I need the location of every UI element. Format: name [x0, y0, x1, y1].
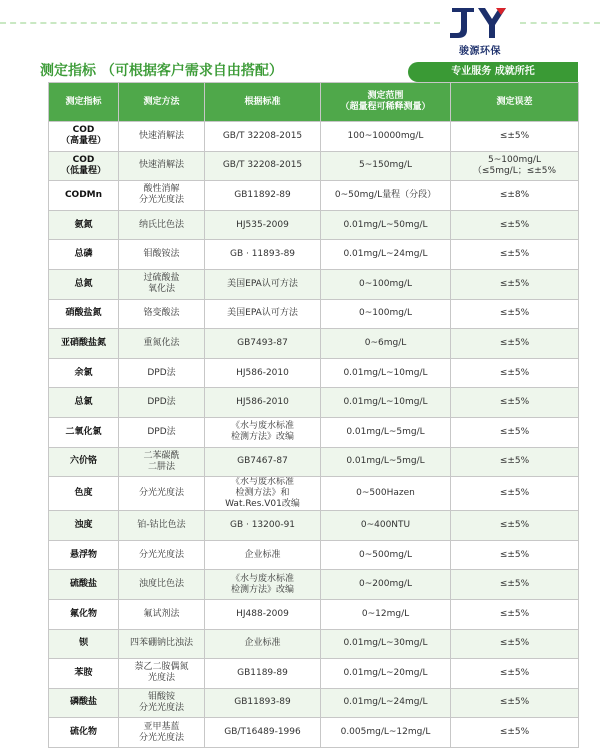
method-cell: 快速消解法: [119, 122, 205, 152]
table-row: [49, 329, 579, 359]
spec-table-wrap: [48, 82, 578, 748]
method-cell: 氟试剂法: [119, 599, 205, 629]
error-cell: ≤±5%: [451, 122, 579, 152]
top-dashed-line: [0, 22, 440, 24]
indicator-cell: 硝酸盐氮: [49, 299, 119, 329]
standard-cell: GB/T 32208-2015: [205, 122, 321, 152]
method-cell: 二苯碳酰 二肼法: [119, 447, 205, 477]
indicator-cell: 苯胺: [49, 659, 119, 689]
range-cell: 0~500Hazen: [321, 477, 451, 511]
standard-cell: HJ586-2010: [205, 358, 321, 388]
indicator-cell: 余氯: [49, 358, 119, 388]
indicator-cell: 亚硝酸盐氮: [49, 329, 119, 359]
table-row: [49, 240, 579, 270]
standard-cell: 《水与废水标准 检测方法》和 Wat.Res.V01改编: [205, 477, 321, 511]
indicator-cell: 氟化物: [49, 599, 119, 629]
range-cell: 0.01mg/L~10mg/L: [321, 358, 451, 388]
method-cell: 重氮化法: [119, 329, 205, 359]
indicator-cell: 总氮: [49, 269, 119, 299]
table-row: [49, 599, 579, 629]
header-error: 测定误差: [451, 83, 579, 122]
table-row: [49, 151, 579, 181]
error-cell: ≤±8%: [451, 181, 579, 211]
table-row: [49, 688, 579, 718]
standard-cell: 企业标准: [205, 540, 321, 570]
method-cell: 钼酸铵 分光光度法: [119, 688, 205, 718]
range-cell: 5~150mg/L: [321, 151, 451, 181]
standard-cell: 美国EPA认可方法: [205, 299, 321, 329]
indicator-cell: COD （低量程）: [49, 151, 119, 181]
standard-cell: 企业标准: [205, 629, 321, 659]
range-cell: 0~50mg/L量程（分段）: [321, 181, 451, 211]
error-cell: ≤±5%: [451, 570, 579, 600]
method-cell: 铂-钴比色法: [119, 511, 205, 541]
method-cell: DPD法: [119, 358, 205, 388]
standard-cell: GB/T16489-1996: [205, 718, 321, 748]
standard-cell: GB/T 32208-2015: [205, 151, 321, 181]
range-cell: 0.01mg/L~30mg/L: [321, 629, 451, 659]
header-indicator: 测定指标: [49, 83, 119, 122]
indicator-cell: 钡: [49, 629, 119, 659]
method-cell: 纳氏比色法: [119, 210, 205, 240]
range-cell: 0~6mg/L: [321, 329, 451, 359]
range-cell: 0.01mg/L~24mg/L: [321, 688, 451, 718]
error-cell: ≤±5%: [451, 388, 579, 418]
error-cell: ≤±5%: [451, 299, 579, 329]
table-row: [49, 718, 579, 748]
brand-logo: [442, 6, 518, 58]
error-cell: ≤±5%: [451, 210, 579, 240]
brand-name: 骏源环保: [459, 46, 501, 57]
method-cell: 四苯硼钠比浊法: [119, 629, 205, 659]
range-cell: 0.01mg/L~20mg/L: [321, 659, 451, 689]
range-cell: 0.01mg/L~5mg/L: [321, 417, 451, 447]
range-cell: 0.01mg/L~50mg/L: [321, 210, 451, 240]
error-cell: ≤±5%: [451, 599, 579, 629]
method-cell: DPD法: [119, 417, 205, 447]
table-row: [49, 269, 579, 299]
indicator-cell: 悬浮物: [49, 540, 119, 570]
header-method: 测定方法: [119, 83, 205, 122]
jy-logo-icon: [448, 6, 510, 40]
table-row: [49, 511, 579, 541]
indicator-cell: 二氧化氯: [49, 417, 119, 447]
error-cell: ≤±5%: [451, 417, 579, 447]
table-row: [49, 477, 579, 511]
header-range: 测定范围 （超量程可稀释测量）: [321, 83, 451, 122]
range-cell: 0~500mg/L: [321, 540, 451, 570]
range-cell: 0~400NTU: [321, 511, 451, 541]
standard-cell: 《水与废水标准 检测方法》改编: [205, 417, 321, 447]
range-cell: 0.01mg/L~5mg/L: [321, 447, 451, 477]
header-row: [0, 60, 600, 82]
table-row: [49, 181, 579, 211]
standard-cell: GB11893-89: [205, 688, 321, 718]
table-row: [49, 122, 579, 152]
method-cell: 浊度比色法: [119, 570, 205, 600]
error-cell: ≤±5%: [451, 718, 579, 748]
indicator-cell: 硫化物: [49, 718, 119, 748]
error-cell: ≤±5%: [451, 659, 579, 689]
standard-cell: GB1189-89: [205, 659, 321, 689]
standard-cell: HJ488-2009: [205, 599, 321, 629]
table-row: [49, 570, 579, 600]
error-cell: ≤±5%: [451, 358, 579, 388]
error-cell: ≤±5%: [451, 447, 579, 477]
table-row: [49, 388, 579, 418]
indicator-cell: COD （高量程）: [49, 122, 119, 152]
header-standard: 根据标准: [205, 83, 321, 122]
method-cell: 过硫酸盐 氧化法: [119, 269, 205, 299]
range-cell: 0.005mg/L~12mg/L: [321, 718, 451, 748]
method-cell: 快速消解法: [119, 151, 205, 181]
method-cell: DPD法: [119, 388, 205, 418]
indicator-cell: 总磷: [49, 240, 119, 270]
standard-cell: 《水与废水标准 检测方法》改编: [205, 570, 321, 600]
error-cell: ≤±5%: [451, 688, 579, 718]
indicator-cell: 六价铬: [49, 447, 119, 477]
range-cell: 0~200mg/L: [321, 570, 451, 600]
error-cell: ≤±5%: [451, 477, 579, 511]
table-row: [49, 417, 579, 447]
indicator-cell: 氨氮: [49, 210, 119, 240]
range-cell: 0~100mg/L: [321, 269, 451, 299]
page-title: 测定指标 （可根据客户需求自由搭配）: [40, 63, 283, 79]
error-cell: ≤±5%: [451, 329, 579, 359]
error-cell: ≤±5%: [451, 269, 579, 299]
error-cell: ≤±5%: [451, 629, 579, 659]
table-row: [49, 629, 579, 659]
range-cell: 0.01mg/L~10mg/L: [321, 388, 451, 418]
indicator-cell: 硫酸盐: [49, 570, 119, 600]
method-cell: 酸性消解 分光光度法: [119, 181, 205, 211]
method-cell: 分光光度法: [119, 477, 205, 511]
range-cell: 0~100mg/L: [321, 299, 451, 329]
table-row: [49, 299, 579, 329]
standard-cell: 美国EPA认可方法: [205, 269, 321, 299]
table-row: [49, 210, 579, 240]
indicator-cell: 总氯: [49, 388, 119, 418]
table-header-row: [49, 83, 579, 122]
error-cell: 5~100mg/L （≤5mg/L；≤±5%: [451, 151, 579, 181]
spec-table: [48, 82, 579, 748]
table-body: [49, 122, 579, 748]
range-cell: 0.01mg/L~24mg/L: [321, 240, 451, 270]
method-cell: 萘乙二胺偶氮 光度法: [119, 659, 205, 689]
standard-cell: GB · 13200-91: [205, 511, 321, 541]
indicator-cell: 磷酸盐: [49, 688, 119, 718]
method-cell: 铬变酸法: [119, 299, 205, 329]
table-row: [49, 659, 579, 689]
indicator-cell: CODMn: [49, 181, 119, 211]
error-cell: ≤±5%: [451, 240, 579, 270]
indicator-cell: 色度: [49, 477, 119, 511]
slogan-badge: 专业服务 成就所托: [408, 62, 578, 82]
standard-cell: HJ586-2010: [205, 388, 321, 418]
standard-cell: GB7493-87: [205, 329, 321, 359]
standard-cell: HJ535-2009: [205, 210, 321, 240]
method-cell: 分光光度法: [119, 540, 205, 570]
method-cell: 亚甲基蓝 分光光度法: [119, 718, 205, 748]
standard-cell: GB11892-89: [205, 181, 321, 211]
method-cell: 钼酸铵法: [119, 240, 205, 270]
top-dashed-line-right: [520, 22, 600, 24]
range-cell: 0~12mg/L: [321, 599, 451, 629]
standard-cell: GB7467-87: [205, 447, 321, 477]
error-cell: ≤±5%: [451, 540, 579, 570]
indicator-cell: 浊度: [49, 511, 119, 541]
table-row: [49, 358, 579, 388]
standard-cell: GB · 11893-89: [205, 240, 321, 270]
table-row: [49, 447, 579, 477]
table-row: [49, 540, 579, 570]
range-cell: 100~10000mg/L: [321, 122, 451, 152]
error-cell: ≤±5%: [451, 511, 579, 541]
